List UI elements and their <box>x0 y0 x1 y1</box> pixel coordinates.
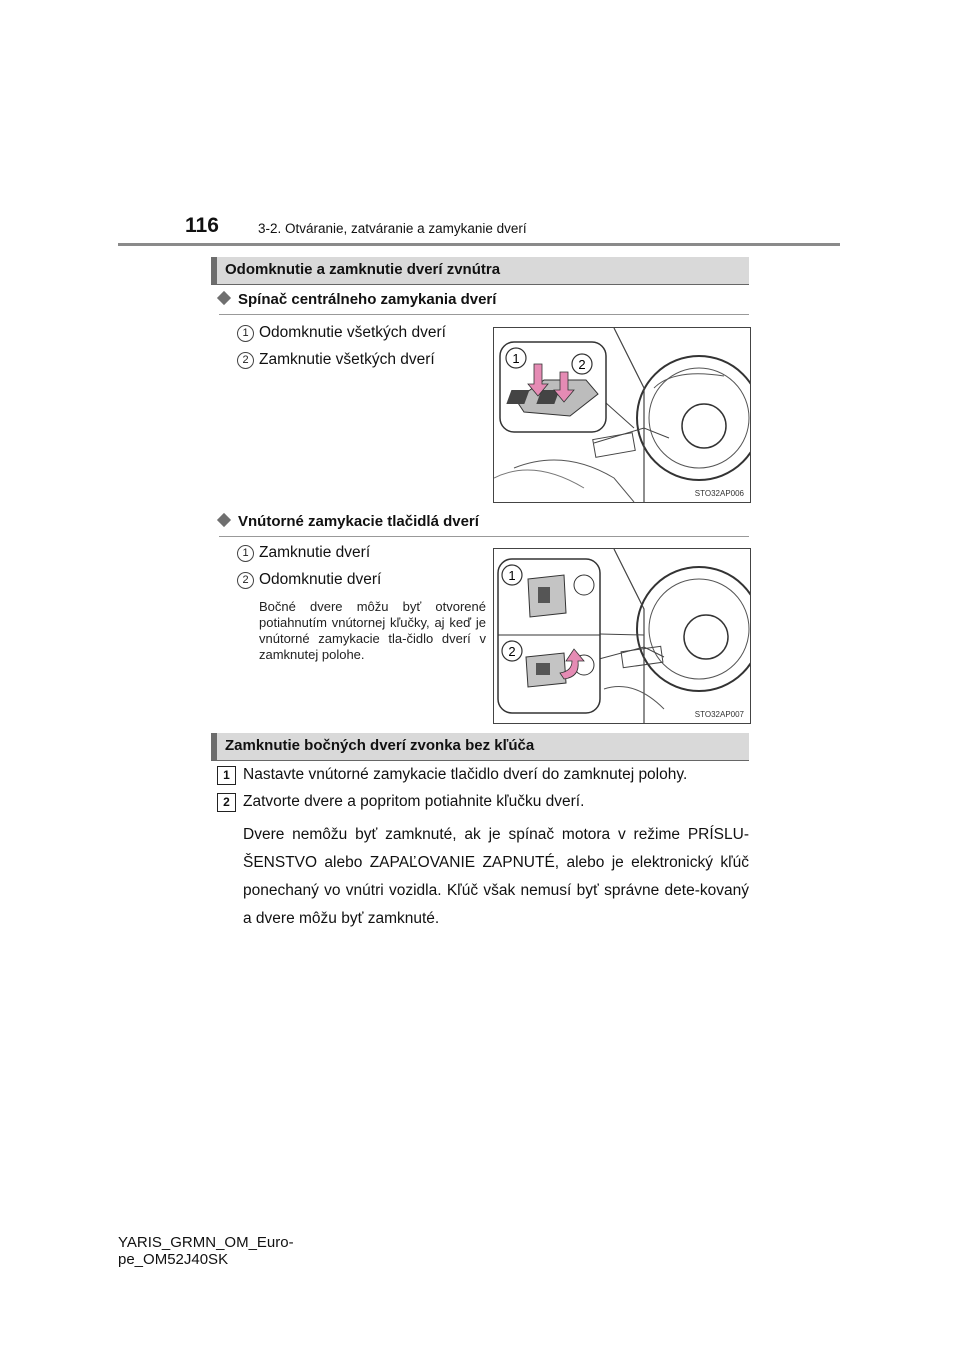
figure-illustration <box>494 328 750 502</box>
item-text: Zamknutie dverí <box>259 544 371 561</box>
subheading-divider <box>219 314 749 315</box>
subheading-text: Spínač centrálneho zamykania dverí <box>238 291 497 308</box>
figure-illustration <box>494 549 750 723</box>
step-text: Zatvorte dvere a popritom potiahnite kľučku dverí. <box>243 793 585 810</box>
item-number-circle: 2 <box>237 352 254 369</box>
page-number: 116 <box>185 214 219 237</box>
svg-text:2: 2 <box>578 357 586 372</box>
subheading-text: Vnútorné zamykacie tlačidlá dverí <box>238 513 479 530</box>
item-number-circle: 1 <box>237 545 254 562</box>
svg-text:2: 2 <box>508 644 516 659</box>
figure-code: STO32AP006 <box>694 489 744 498</box>
subheading-inside-lock-buttons <box>219 513 479 530</box>
step-number-box: 1 <box>217 766 236 785</box>
subheading-divider <box>219 536 749 537</box>
diamond-bullet-icon <box>217 513 231 527</box>
svg-text:1: 1 <box>508 568 516 583</box>
section-heading-inside <box>211 257 749 285</box>
chapter-title: 3-2. Otváranie, zatváranie a zamykanie dverí <box>258 221 527 236</box>
subheading-central-lock-switch <box>219 291 496 308</box>
item-text: Odomknutie dverí <box>259 571 382 588</box>
step-number-box: 2 <box>217 793 236 812</box>
footer-line: pe_OM52J40SK <box>118 1251 229 1268</box>
svg-text:1: 1 <box>512 351 520 366</box>
step-text: Nastavte vnútorné zamykacie tlačidlo dverí do zamknutej polohy. <box>243 766 688 783</box>
section-heading-text: Zamknutie bočných dverí zvonka bez kľúča <box>225 737 535 754</box>
figure-code: STO32AP007 <box>694 710 744 719</box>
item-text: Odomknutie všetkých dverí <box>259 324 446 341</box>
figure-central-lock-switch <box>493 327 751 503</box>
header-divider <box>118 243 840 246</box>
item-text: Zamknutie všetkých dverí <box>259 351 435 368</box>
body-paragraph: Dvere nemôžu byť zamknuté, ak je spínač motora v režime PRÍSLU-ŠENSTVO alebo ZAPAĽOVANIE ZAPNUTÉ, alebo je elektronický kľúč ponechaný vo vnútri vozidla. Kľúč však nemusí byť správne dete-kovaný a dvere môžu byť zamknuté. <box>243 826 749 927</box>
document-footer <box>118 1234 294 1268</box>
section-heading-bar <box>211 733 217 760</box>
figure-inside-lock-buttons <box>493 548 751 724</box>
section-heading-text: Odomknutie a zamknutie dverí zvnútra <box>225 261 501 278</box>
section-heading-bar <box>211 257 217 284</box>
footer-line: YARIS_GRMN_OM_Euro- <box>118 1234 294 1251</box>
diamond-bullet-icon <box>217 291 231 305</box>
section-heading-outside <box>211 733 749 761</box>
item-number-circle: 2 <box>237 572 254 589</box>
note-text: Bočné dvere môžu byť otvorené potiahnutím vnútornej kľučky, aj keď je vnútorné zamykacie tla-čidlo dverí v zamknutej polohe. <box>259 599 486 662</box>
item-number-circle: 1 <box>237 325 254 342</box>
